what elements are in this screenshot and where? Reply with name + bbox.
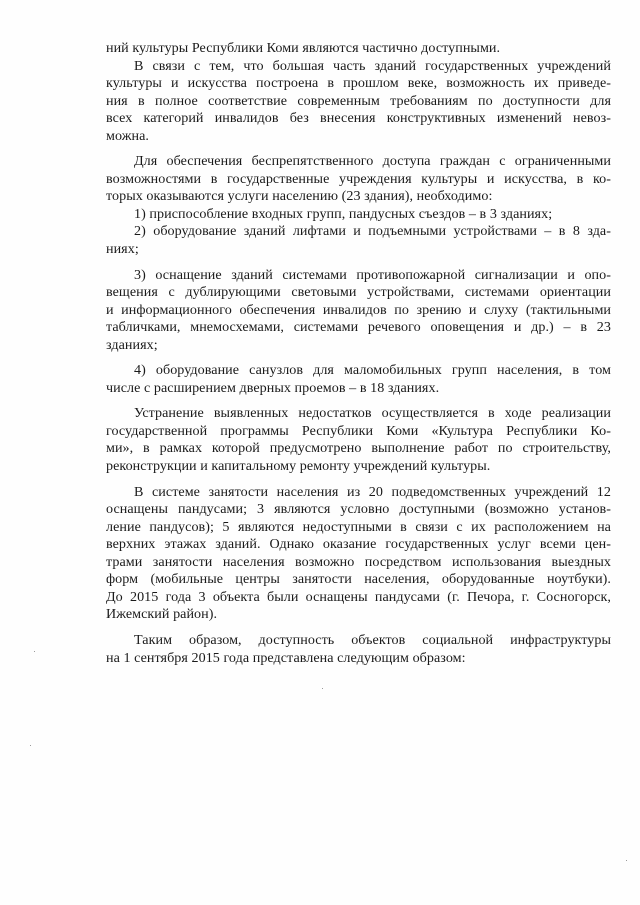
text-line: торых оказываются услуги населению (23 здания), необходимо: — [106, 188, 493, 205]
paragraph-spacing — [106, 145, 611, 153]
list-item — [106, 362, 611, 397]
text-line: ми», в рамках которой предусмотрено выполнение работ по строительству, — [106, 440, 611, 457]
text-line: на 1 сентября 2015 года представлена следующим образом: — [106, 649, 466, 666]
text-line: Ижемский район). — [106, 606, 218, 623]
scan-speck — [322, 688, 323, 689]
text-line: Устранение выявленных недостатков осуществляется в ходе реализации — [134, 405, 611, 422]
paragraph — [106, 405, 611, 475]
paragraph — [106, 153, 611, 206]
text-line: ниях; — [106, 241, 139, 258]
text-line: В связи с тем, что большая часть зданий государственных учреждений — [134, 57, 611, 74]
paragraph-spacing — [106, 259, 611, 267]
text-line: верхних этажах зданий. Однако оказание государственных услуг всеми цен- — [106, 536, 611, 553]
paragraph — [106, 484, 611, 624]
text-line: культуры и искусства построена в прошлом веке, возможность их приведе- — [106, 75, 611, 92]
paragraph — [106, 632, 611, 667]
text-line: форм (мобильные центры занятости населения, оборудованные ноутбуки). — [106, 571, 611, 588]
text-line: оснащены пандусами; 3 являются условно доступными (возможно установ- — [106, 501, 611, 518]
text-line: возможностями в государственные учреждения культуры и искусства, в ко- — [106, 170, 611, 187]
text-line: реконструкции и капитальному ремонту учреждений культуры. — [106, 458, 491, 475]
text-line: ния в полное соответствие современным требованиям по доступности для — [106, 92, 611, 109]
list-item — [106, 223, 611, 258]
paragraph-spacing — [106, 397, 611, 405]
paragraph-spacing — [106, 354, 611, 362]
text-line: Для обеспечения беспрепятственного доступа граждан с ограниченными — [134, 153, 611, 170]
text-line: числе с расширением дверных проемов – в 18 зданиях. — [106, 379, 440, 396]
text-line: До 2015 года 3 объекта были оснащены пандусами (г. Печора, г. Сосногорск, — [106, 588, 611, 605]
text-line: ний культуры Республики Коми являются частично доступными. — [106, 40, 501, 56]
scan-speck — [30, 745, 31, 746]
text-line: и информационного обеспечения инвалидов по зрению и слуху (тактильными — [106, 301, 611, 318]
text-line: можна. — [106, 127, 149, 144]
document-body — [106, 40, 611, 667]
text-line: 4) оборудование санузлов для маломобильных групп населения, в том — [134, 362, 611, 379]
text-line: 3) оснащение зданий системами противопожарной сигнализации и опо- — [134, 266, 611, 283]
text-line: трами занятости населения возможно посредством использования выездных — [106, 553, 611, 570]
paragraph-spacing — [106, 476, 611, 484]
paragraph — [106, 40, 611, 58]
paragraph-spacing — [106, 624, 611, 632]
text-line: зданиях; — [106, 336, 158, 353]
scan-speck — [34, 651, 35, 652]
text-line: 2) оборудование зданий лифтами и подъемными устройствами – в 8 зда- — [134, 223, 611, 240]
text-line: всех категорий инвалидов без внесения конструктивных изменений невоз- — [106, 110, 611, 127]
text-line: ление пандусов); 5 являются недоступными в связи с их расположением на — [106, 518, 611, 535]
paragraph — [106, 58, 611, 146]
text-line: табличками, мнемосхемами, системами речевого оповещения и др.) – в 23 — [106, 319, 611, 336]
list-item — [106, 206, 611, 224]
scan-speck — [626, 860, 627, 861]
text-line: вещения с дублирующими световыми устройствами, системами ориентации — [106, 284, 611, 301]
text-line: 1) приспособление входных групп, пандусных съездов – в 3 зданиях; — [134, 205, 553, 222]
text-line: В системе занятости населения из 20 подведомственных учреждений 12 — [134, 483, 611, 500]
text-line: Таким образом, доступность объектов социальной инфраструктуры — [134, 631, 611, 648]
text-line: государственной программы Республики Коми «Культура Республики Ко- — [106, 422, 611, 439]
list-item — [106, 267, 611, 355]
